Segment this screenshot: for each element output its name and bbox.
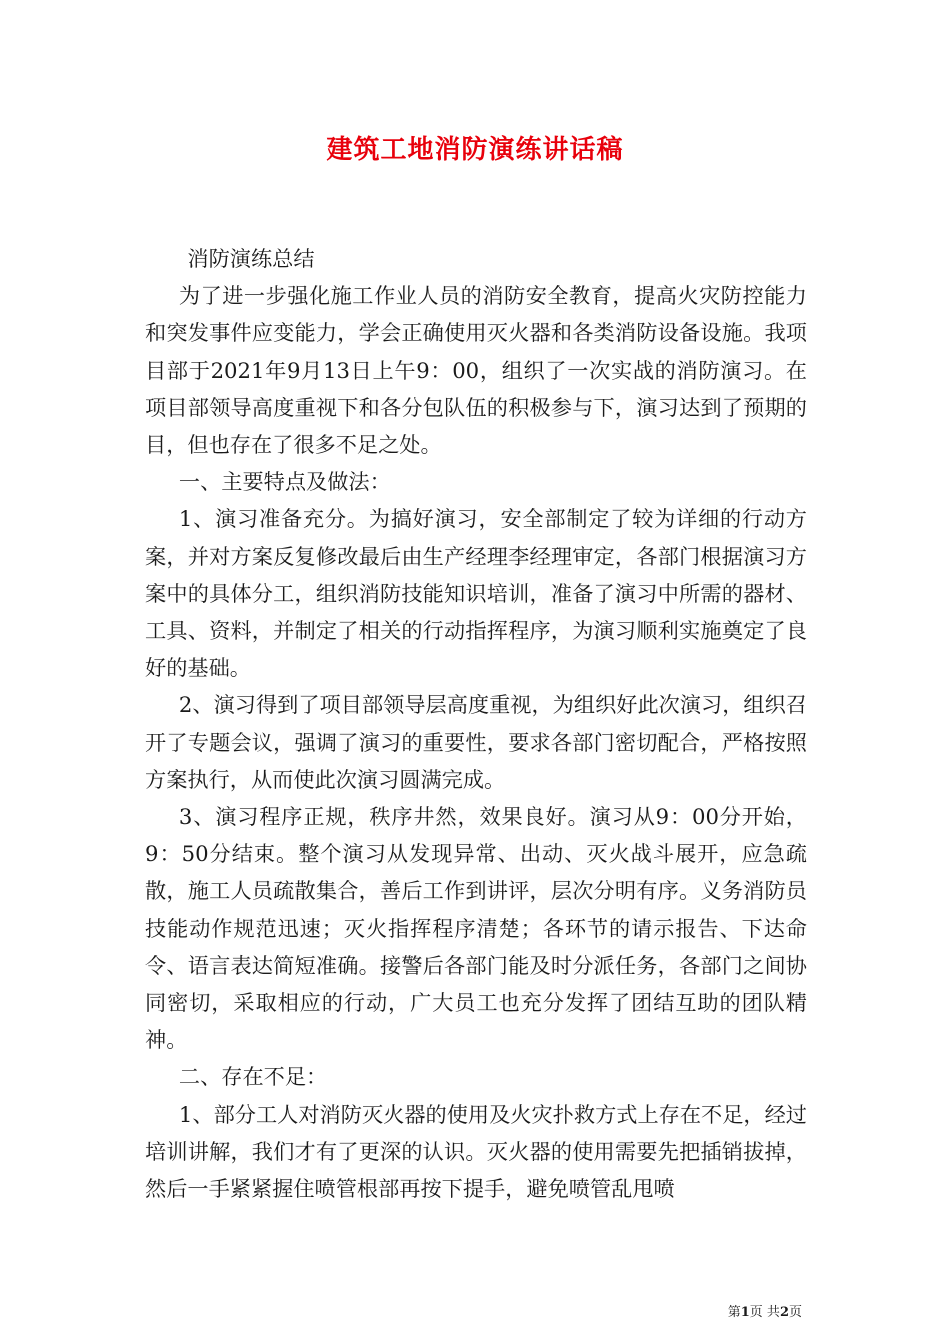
footer-current-page: 1 — [740, 1305, 750, 1320]
document-body — [145, 240, 807, 1207]
footer-prefix: 第 — [727, 1305, 741, 1320]
document-title: 建筑工地消防演练讲话稿 — [326, 135, 624, 165]
paragraph-item-2: 2、演习得到了项目部领导层高度重视，为组织好此次演习，组织召开了专题会议，强调了演习的重要性，要求各部门密切配合，严格按照方案执行，从而使此次演习圆满完成。 — [145, 692, 807, 792]
section-heading: 消防演练总结 — [187, 246, 315, 271]
footer-middle: 页 共 — [749, 1305, 780, 1320]
page-number-footer — [728, 1304, 802, 1322]
section-heading-shortcomings: 二、存在不足： — [178, 1064, 328, 1090]
paragraph-item-1: 1、演习准备充分。为搞好演习，安全部制定了较为详细的行动方案，并对方案反复修改最后由生产经理李经理审定，各部门根据演习方案中的具体分工，组织消防技能知识培训，准备了演习中所需的器材、工具、资料，并制定了相关的行动指挥程序，为演习顺利实施奠定了良好的基础。 — [145, 506, 807, 681]
paragraph-item-3: 3、演习程序正规，秩序井然，效果良好。演习从9：00分开始，9：50分结束。整个演习从发现异常、出动、灭火战斗展开，应急疏散，施工人员疏散集合，善后工作到讲评，层次分明有序。义务消防员技能动作规范迅速；灭火指挥程序清楚；各环节的请示报告、下达命令、语言表达简短准确。接警后各部门能及时分派任务，各部门之间协同密切，采取相应的行动，广大员工也充分发挥了团结互助的团队精神。 — [145, 804, 807, 1053]
footer-total-pages: 2 — [779, 1305, 789, 1320]
section-heading-features: 一、主要特点及做法： — [178, 469, 391, 495]
footer-suffix: 页 — [788, 1305, 802, 1320]
paragraph-shortcoming-1: 1、部分工人对消防灭火器的使用及火灾扑救方式上存在不足，经过培训讲解，我们才有了更深的认识。灭火器的使用需要先把插销拔掉，然后一手紧紧握住喷管根部再按下提手，避免喷管乱甩喷 — [145, 1101, 807, 1202]
intro-paragraph: 为了进一步强化施工作业人员的消防安全教育，提高火灾防控能力和突发事件应变能力，学会正确使用灭火器和各类消防设备设施。我项目部于2021年9月13日上午9：00，组织了一次实战的消防演习。在项目部领导高度重视下和各分包队伍的积极参与下，演习达到了预期的目，但也存在了很多不足之处。 — [145, 283, 807, 458]
